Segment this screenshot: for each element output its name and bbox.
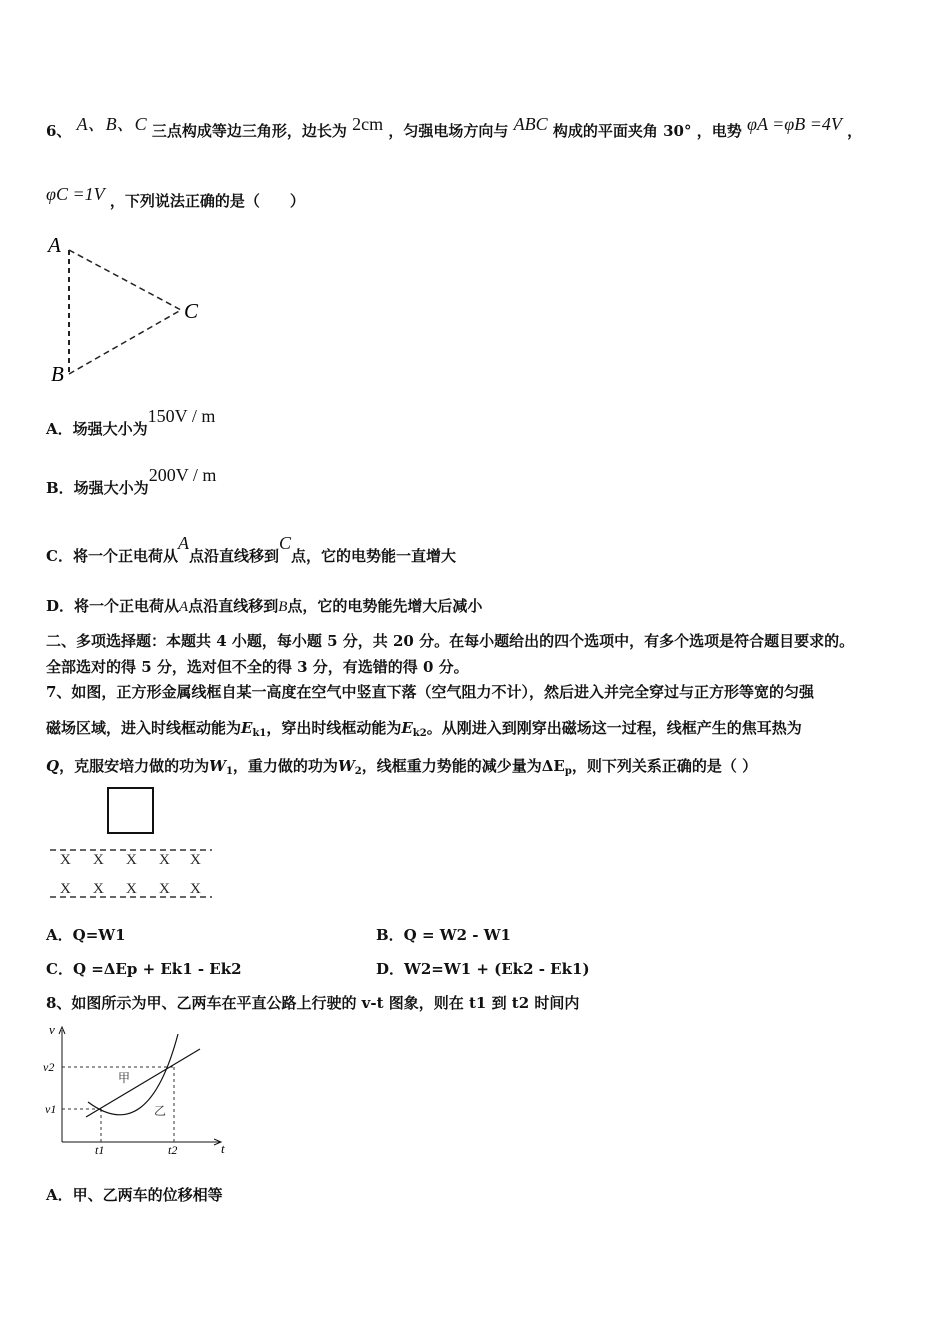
field-x-mark: X bbox=[126, 852, 137, 868]
q6-line1 bbox=[46, 116, 862, 142]
q6-points: A、B、C bbox=[76, 114, 147, 134]
q6-option-b-value: 200V / m bbox=[148, 465, 217, 485]
q6-text-5: ，下列说法正确的是（ ） bbox=[109, 192, 305, 210]
q6-triangle-figure bbox=[40, 230, 220, 390]
q6-option-b-label: B．场强大小为 bbox=[46, 479, 149, 497]
q6-option-d bbox=[46, 595, 482, 616]
v-axis-label: v bbox=[49, 1022, 55, 1037]
q6-option-a-value: 150V / m bbox=[147, 406, 216, 426]
t2-label: t2 bbox=[168, 1143, 178, 1157]
t1-label: t1 bbox=[95, 1143, 105, 1157]
q6-plane-abc: ABC bbox=[513, 114, 548, 134]
q7-delta-ep: ΔE bbox=[541, 757, 565, 775]
section2-instructions-1: 二、多项选择题：本题共 4 小题，每小题 5 分，共 20 分。在每小题给出的四个选项中，有多个选项是符合题目要求的。 bbox=[46, 632, 855, 650]
q7-text-2c: 。从刚进入到刚穿出磁场这一过程，线框产生的焦耳热为 bbox=[426, 719, 802, 737]
field-x-mark: X bbox=[93, 852, 104, 868]
q6-option-b bbox=[46, 465, 217, 498]
q6-option-a bbox=[46, 406, 216, 439]
q7-w2-sub: 2 bbox=[354, 766, 362, 777]
q7-ek1: E bbox=[241, 719, 253, 737]
triangle-side-bc bbox=[69, 310, 181, 374]
q7-text-2b: ，穿出时线框动能为 bbox=[266, 719, 402, 737]
t-axis-label: t bbox=[221, 1141, 225, 1156]
field-x-mark: X bbox=[93, 881, 104, 897]
curve-yi bbox=[88, 1034, 178, 1115]
q7-text-2a: 磁场区域，进入时线框动能为 bbox=[46, 719, 242, 737]
q6-option-d-b: B bbox=[278, 599, 288, 615]
q7-option-c: C．Q =ΔEp + Ek1 - Ek2 bbox=[46, 960, 242, 978]
field-x-mark: X bbox=[159, 852, 170, 868]
q7-text-3d: ，则下列关系正确的是（ ） bbox=[571, 757, 758, 775]
q6-phi-c: φC =1V bbox=[46, 184, 105, 204]
q6-angle: 30° bbox=[663, 122, 692, 140]
triangle-side-ac bbox=[69, 250, 181, 310]
curve-label-jia: 甲 bbox=[118, 1071, 131, 1085]
q7-text-3b: ，重力做的功为 bbox=[232, 757, 338, 775]
q7-line2 bbox=[46, 717, 802, 739]
field-x-mark: X bbox=[159, 881, 170, 897]
q8-stem: 8、如图所示为甲、乙两车在平直公路上行驶的 v-t 图象，则在 t1 到 t2 时间内 bbox=[46, 994, 580, 1012]
square-wire-frame bbox=[108, 788, 153, 833]
q6-number: 6、 bbox=[46, 122, 72, 140]
q7-text-3c: ，线框重力势能的减少量为 bbox=[361, 757, 542, 775]
q7-option-d: D．W2=W1 + (Ek2 - Ek1) bbox=[376, 960, 590, 978]
q6-phi-ab: φA =φB =4V bbox=[746, 114, 842, 134]
q6-option-d-text-2: 点沿直线移到 bbox=[188, 597, 279, 615]
q7-ek1-sub: k1 bbox=[252, 728, 267, 739]
q6-option-d-text-3: 点，它的电势能先增大后减小 bbox=[287, 597, 483, 615]
q7-text-3a: ，克服安培力做的功为 bbox=[59, 757, 210, 775]
v2-label: v2 bbox=[43, 1060, 55, 1074]
q7-option-b: B．Q = W2 - W1 bbox=[376, 926, 511, 944]
q6-option-c-a: A bbox=[177, 533, 189, 553]
q7-w1-sub: 1 bbox=[225, 766, 233, 777]
vertex-label-c: C bbox=[184, 299, 199, 323]
q6-comma: ， bbox=[847, 122, 863, 140]
q6-option-c-text-2: 点沿直线移到 bbox=[188, 547, 279, 565]
q6-option-c-text-1: C．将一个正电荷从 bbox=[46, 547, 178, 565]
q7-option-a: A．Q=W1 bbox=[46, 926, 126, 944]
q6-text-3: 构成的平面夹角 bbox=[552, 122, 658, 140]
curve-label-yi: 乙 bbox=[154, 1104, 167, 1118]
q7-delta-ep-sub: p bbox=[564, 766, 572, 777]
q8-option-a: A．甲、乙两车的位移相等 bbox=[46, 1186, 223, 1204]
field-x-mark: X bbox=[126, 881, 137, 897]
field-x-mark: X bbox=[190, 881, 201, 897]
q7-w1: W bbox=[209, 757, 226, 775]
q6-side-length: 2cm bbox=[352, 114, 384, 134]
q6-option-c bbox=[46, 533, 456, 566]
q7-ek2-sub: k2 bbox=[412, 728, 427, 739]
v1-label: v1 bbox=[45, 1102, 57, 1116]
q6-option-c-c: C bbox=[278, 533, 291, 553]
q6-line2 bbox=[46, 184, 305, 211]
q7-w2: W bbox=[337, 757, 355, 775]
field-x-mark: X bbox=[190, 852, 201, 868]
vertex-label-a: A bbox=[48, 233, 61, 257]
q6-option-a-label: A．场强大小为 bbox=[46, 420, 148, 438]
q6-option-d-a: A bbox=[179, 599, 189, 615]
field-x-mark: X bbox=[60, 852, 71, 868]
section2-instructions-2: 全部选对的得 5 分，选对但不全的得 3 分，有选错的得 0 分。 bbox=[46, 658, 469, 676]
q6-text-2: ，匀强电场方向与 bbox=[388, 122, 509, 140]
q7-magnetic-field-figure bbox=[44, 784, 219, 904]
field-x-mark: X bbox=[60, 881, 71, 897]
q6-option-d-text-1: D．将一个正电荷从 bbox=[46, 597, 180, 615]
q7-ek2: E bbox=[401, 719, 413, 737]
q6-text-1: 三点构成等边三角形，边长为 bbox=[151, 122, 347, 140]
q8-vt-graph bbox=[38, 1022, 233, 1162]
q6-option-c-text-3: 点，它的电势能一直增大 bbox=[290, 547, 456, 565]
q7-line3 bbox=[46, 755, 757, 777]
q6-text-4: ，电势 bbox=[696, 122, 742, 140]
vertex-label-b: B bbox=[51, 362, 64, 386]
q7-line1: 7、如图，正方形金属线框自某一高度在空气中竖直下落（空气阻力不计），然后进入并完全穿过与正方形等宽的匀强 bbox=[46, 683, 814, 701]
line-jia bbox=[86, 1049, 200, 1117]
q7-q: Q bbox=[46, 757, 60, 775]
